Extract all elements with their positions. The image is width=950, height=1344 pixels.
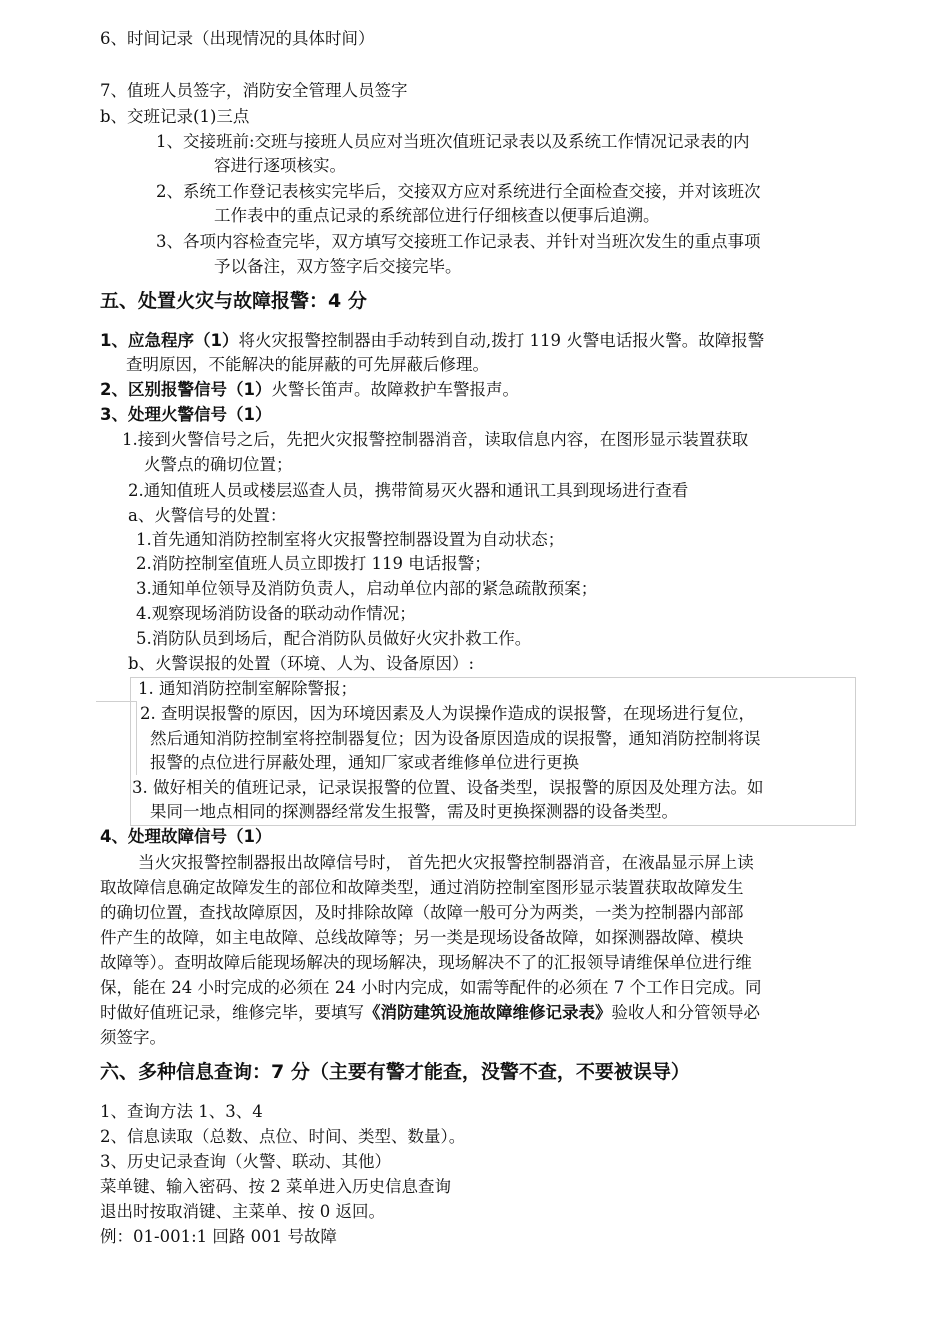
- handover-point-2: 2、系统工作登记表核实完毕后，交接双方应对系统进行全面检查交接，并对该班次: [156, 182, 761, 201]
- fault-paragraph-line-6: 保，能在 24 小时完成的必须在 24 小时内完成，如需等配件的必须在 7 个工作日完成。同: [100, 978, 762, 997]
- fault-paragraph-line-1: 当火灾报警控制器报出故障信号时， 首先把火灾报警控制器消音，在液晶显示屏上读: [138, 853, 754, 872]
- info-read: 2、信息读取（总数、点位、时间、类型、数量）。: [100, 1127, 466, 1146]
- false-alarm-title: b、火警误报的处置（环境、人为、设备原因）:: [128, 654, 475, 673]
- handover-point-1: 1、交接班前:交班与接班人员应对当班次值班记录表以及系统工作情况记录表的内: [156, 132, 750, 151]
- false-alarm-2-cont-a: 然后通知消防控制室将控制器复位；因为设备原因造成的误报警，通知消防控制将误: [150, 729, 761, 748]
- fault-paragraph-line-2: 取故障信息确定故障发生的部位和故障类型，通过消防控制室图形显示装置获取故障发生: [100, 878, 744, 897]
- fault-paragraph-line-3: 的确切位置，查找故障原因，及时排除故障（故障一般可分为两类，一类为控制器内部部: [100, 903, 744, 922]
- fault-record-form-title: 《消防建筑设施故障维修记录表》: [364, 1003, 612, 1022]
- item-time-record: 6、时间记录（出现情况的具体时间）: [100, 29, 375, 48]
- false-alarm-3: 3. 做好相关的值班记录，记录误报警的位置、设备类型，误报警的原因及处理方法。如: [132, 778, 764, 797]
- box-divider: [96, 701, 136, 702]
- fault-paragraph-tail: 验收人和分管领导必: [611, 1003, 760, 1022]
- menu-steps: 菜单键、输入密码、按 2 菜单进入历史信息查询: [100, 1177, 451, 1196]
- item-signature: 7、值班人员签字，消防安全管理人员签字: [100, 81, 408, 100]
- query-method: 1、查询方法 1、3、4: [100, 1102, 263, 1121]
- fire-step-2: 2.通知值班人员或楼层巡查人员，携带简易灭火器和通讯工具到现场进行查看: [128, 481, 689, 500]
- fire-step-1-cont: 火警点的确切位置；: [144, 455, 293, 474]
- handover-title: b、交班记录(1)三点: [100, 107, 250, 126]
- fire-step-1: 1.接到火警信号之后，先把火灾报警控制器消音，读取信息内容，在图形显示装置获取: [122, 430, 749, 449]
- handover-point-3-cont: 予以备注，双方签字后交接完毕。: [214, 257, 462, 276]
- emergency-procedure-cont: 查明原因，不能解决的能屏蔽的可先屏蔽后修理。: [126, 355, 489, 374]
- handover-point-2-cont: 工作表中的重点记录的系统部位进行仔细核查以便事后追溯。: [214, 206, 660, 225]
- emergency-procedure: [100, 330, 764, 352]
- false-alarm-3-cont: 果同一地点相同的探测器经常发生报警，需及时更换探测器的设备类型。: [150, 802, 678, 821]
- distinguish-signals-label: 2、区别报警信号（1）: [100, 380, 272, 399]
- false-alarm-1: 1. 通知消防控制室解除警报；: [138, 679, 357, 698]
- fire-disposal-3: 3.通知单位领导及消防负责人，启动单位内部的紧急疏散预案；: [136, 579, 598, 598]
- fault-paragraph-line-8: 须签字。: [100, 1028, 166, 1047]
- fault-paragraph-text: 时做好值班记录，维修完毕，要填写: [100, 1003, 364, 1022]
- section-6-heading: 六、多种信息查询：7 分（主要有警才能查，没警不查，不要被误导）: [100, 1061, 690, 1083]
- fire-disposal-2: 2.消防控制室值班人员立即拨打 119 电话报警；: [136, 554, 491, 573]
- handover-point-1-cont: 容进行逐项核实。: [214, 156, 346, 175]
- fire-disposal-5: 5.消防队员到场后，配合消防队员做好火灾扑救工作。: [136, 629, 532, 648]
- fault-paragraph-line-4: 件产生的故障，如主电故障、总线故障等；另一类是现场设备故障，如探测器故障、模块: [100, 928, 744, 947]
- section-5-heading: 五、处置火灾与故障报警：4 分: [100, 290, 367, 312]
- exit-steps: 退出时按取消键、主菜单、按 0 返回。: [100, 1202, 385, 1221]
- history-query: 3、历史记录查询（火警、联动、其他）: [100, 1152, 391, 1171]
- fire-disposal-title: a、火警信号的处置：: [128, 506, 287, 525]
- example-line: 例：01-001:1 回路 001 号故障: [100, 1227, 337, 1246]
- false-alarm-2-cont-b: 报警的点位进行屏蔽处理，通知厂家或者维修单位进行更换: [150, 753, 579, 772]
- fault-paragraph-line-7: [100, 1002, 760, 1024]
- handle-fault-signal-title: 4、处理故障信号（1）: [100, 827, 272, 846]
- distinguish-signals: [100, 379, 519, 401]
- fault-paragraph-line-5: 故障等）。查明故障后能现场解决的现场解决，现场解决不了的汇报领导请维保单位进行维: [100, 953, 752, 972]
- handle-fire-signal-title: 3、处理火警信号（1）: [100, 405, 272, 424]
- handover-point-3: 3、各项内容检查完毕，双方填写交接班工作记录表、并针对当班次发生的重点事项: [156, 232, 761, 251]
- distinguish-signals-text: 火警长笛声。故障救护车警报声。: [271, 380, 519, 399]
- box-divider-vertical: [136, 701, 137, 775]
- fire-disposal-1: 1.首先通知消防控制室将火灾报警控制器设置为自动状态；: [136, 530, 565, 549]
- fire-disposal-4: 4.观察现场消防设备的联动动作情况；: [136, 604, 416, 623]
- emergency-procedure-text: 将火灾报警控制器由手动转到自动,拨打 119 火警电话报火警。故障报警: [238, 331, 765, 350]
- false-alarm-2: 2. 查明误报警的原因，因为环境因素及人为误操作造成的误报警，在现场进行复位，: [140, 704, 755, 723]
- emergency-procedure-label: 1、应急程序（1）: [100, 331, 239, 350]
